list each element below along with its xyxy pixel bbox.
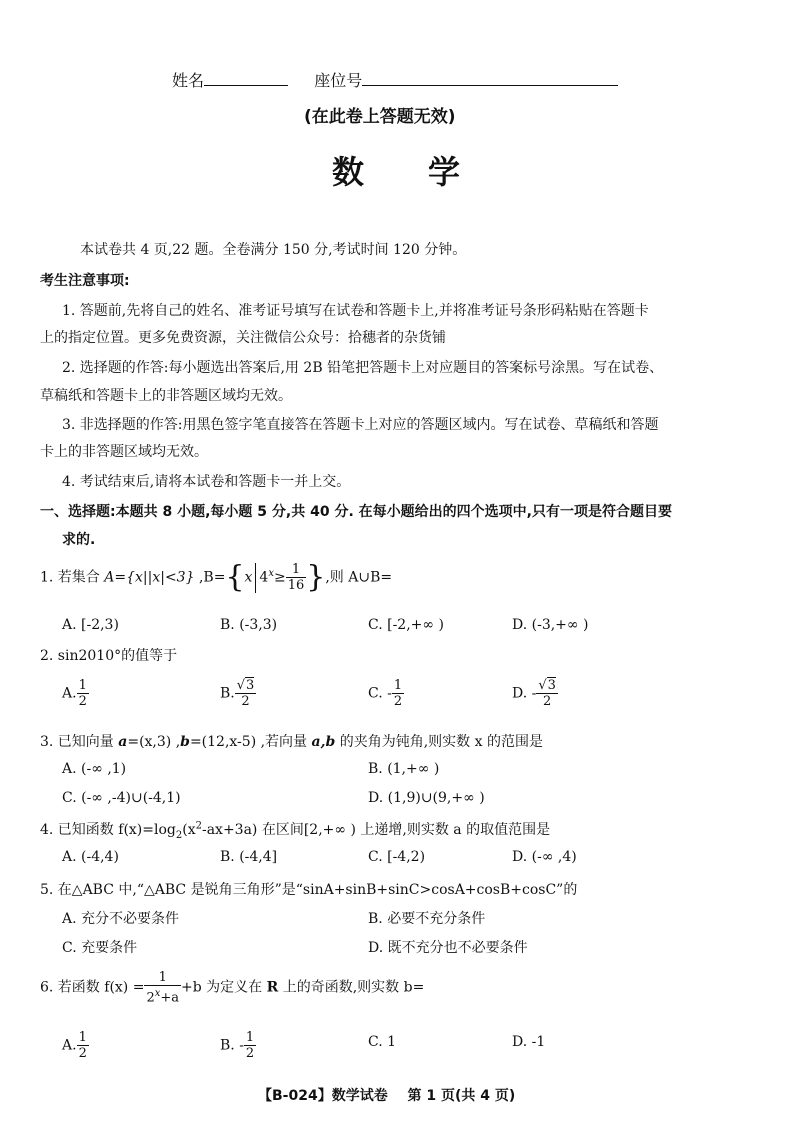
seat-label: 座位号 [314,71,363,90]
question-2-option-b: B. $\frac{√3}{2}$ [220,678,255,709]
question-2-option-c: C. - $\frac{1}{2}$ [368,678,403,709]
question-5-option-d: D. 既不充分也不必要条件 [368,940,528,956]
question-6-option-b: B. - $\frac{1}{2}$ [220,1030,255,1061]
notice-item-3-line-2: 卡上的非答题区域均无效。 [40,444,208,460]
exam-intro: 本试卷共 4 页,22 题。全卷满分 150 分,考试时间 120 分钟。 [80,242,467,258]
question-6-option-c: C. 1 [368,1034,397,1050]
page-footer [258,1085,515,1105]
question-5-option-c: C. 充要条件 [62,940,138,956]
page-title: 数 学 [332,153,461,191]
question-6-stem: 6. 若函数 f(x) = $\frac{1}{2^x+a}$ +b 为定义在 R 上的奇函数,则实数 b= [40,970,425,1006]
question-1-stem: 1. 若集合 A={x||x|<3} ,B={x $4^x\ge$ $\frac{1}{16}$ },则 A∪B= [40,559,393,595]
question-4-stem: 4. 已知函数 $f(x)=\log_2(x^2-ax+3a)$ 在区间[2,+∞ ) 上递增,则实数 a 的取值范围是 [40,820,551,841]
question-4-option-d: D. (-∞ ,4) [512,849,577,865]
set-a: A={x||x|<3} [104,569,195,586]
question-1-option-c: C. [-2,+∞ ) [368,617,444,633]
section-heading-line-1: 一、选择题:本题共 8 小题,每小题 5 分,共 40 分. 在每小题给出的四个选项中,只有一项是符合题目要 [40,504,672,520]
question-1-option-a: A. [-2,3) [62,617,119,633]
name-blank [204,69,288,86]
question-2-option-a: A. $\frac{1}{2}$ [62,678,87,709]
notice-heading: 考生注意事项: [40,273,130,289]
question-1-option-d: D. (-3,+∞ ) [512,617,589,633]
question-2-stem: 2. sin2010°的值等于 [40,648,178,664]
fraction-1-16: $\frac{1}{16}$ [287,562,305,593]
question-5-option-b: B. 必要不充分条件 [368,911,486,927]
notice-item-2-line-2: 草稿纸和答题卡上的非答题区域均无效。 [40,388,292,404]
question-1-option-b: B. (-3,3) [220,617,278,633]
name-label: 姓名 [172,71,205,90]
section-heading-line-2: 求的. [62,532,96,548]
question-3-option-b: B. (1,+∞ ) [368,761,440,777]
notice-item-3-line-1: 3. 非选择题的作答:用黑色签字笔直接答在答题卡上对应的答题区域内。写在试卷、草稿纸和答题 [62,417,659,433]
question-3-stem: 3. 已知向量 a=(x,3) ,b=(12,x-5) ,若向量 a,b 的夹角为钝角,则实数 x 的范围是 [40,734,543,750]
notice-item-1-line-1: 1. 答题前,先将自己的姓名、准考证号填写在试卷和答题卡上,并将准考证号条形码粘贴在答题卡 [62,303,649,319]
page-number: 第 1 页(共 4 页) [407,1088,516,1104]
question-4-option-c: C. [-4,2) [368,849,426,865]
notice-item-1-line-2: 上的指定位置。更多免费资源，关注微信公众号：拾穗者的杂货铺 [40,330,446,346]
notice-item-2-line-1: 2. 选择题的作答:每小题选出答案后,用 2B 铅笔把答题卡上对应题目的答案标号涂黑。写在试卷、 [62,360,664,376]
paper-code: 【B-024】数学试卷 [258,1088,388,1104]
question-6-option-a: A. $\frac{1}{2}$ [62,1030,87,1061]
invalid-note: (在此卷上答题无效) [304,107,456,127]
seat-blank [362,69,618,86]
question-6-option-d: D. -1 [512,1034,546,1050]
name-field [172,68,618,91]
question-5-option-a: A. 充分不必要条件 [62,911,180,927]
question-4-option-a: A. (-4,4) [62,849,119,865]
notice-item-4: 4. 考试结束后,请将本试卷和答题卡一并上交。 [62,474,351,490]
question-4-option-b: B. (-4,4] [220,849,278,865]
question-2-option-d: D. - $\frac{√3}{2}$ [512,678,556,709]
question-3-option-a: A. (-∞ ,1) [62,761,127,777]
question-3-option-c: C. (-∞ ,-4)∪(-4,1) [62,790,181,806]
question-3-option-d: D. (1,9)∪(9,+∞ ) [368,790,485,806]
question-5-stem: 5. 在△ABC 中,“△ABC 是锐角三角形”是“sinA+sinB+sinC>cosA+cosB+cosC”的 [40,882,578,898]
